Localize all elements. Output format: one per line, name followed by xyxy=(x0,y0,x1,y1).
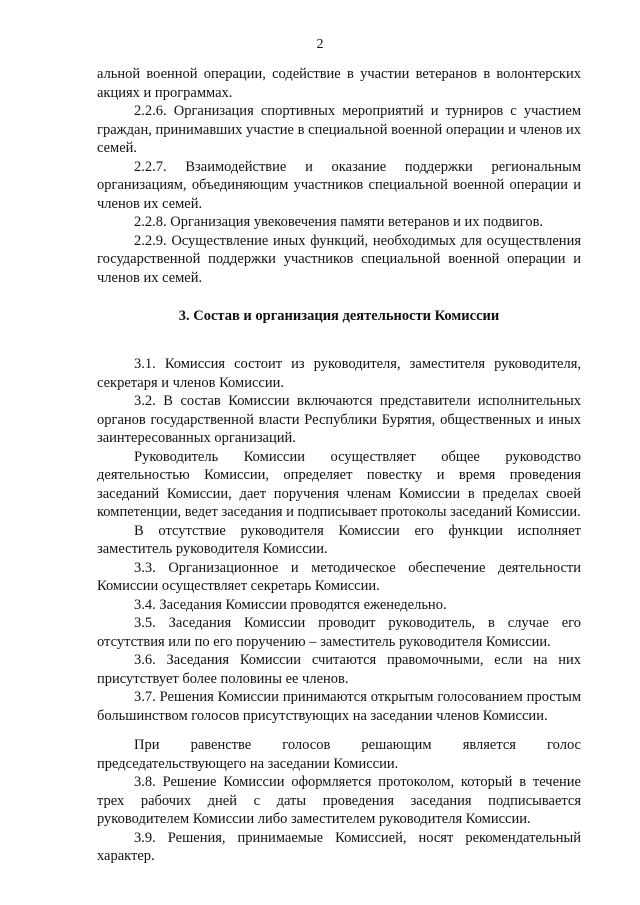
paragraph-3-6: 3.6. Заседания Комиссии считаются правомочными, если на них присутствует более половины ее членов. xyxy=(97,652,581,687)
paragraph-3-3: 3.3. Организационное и методическое обеспечение деятельности Комиссии осуществляет секретарь Комиссии. xyxy=(97,559,581,594)
paragraph-3-2: 3.2. В состав Комиссии включаются представители исполнительных органов государственной власти Республики Бурятия, общественных и иных заинтересованных организаций. xyxy=(97,393,581,446)
paragraph-3-4: 3.4. Заседания Комиссии проводятся еженедельно. xyxy=(134,596,447,613)
paragraph-3-8: 3.8. Решение Комиссии оформляется протоколом, который в течение трех рабочих дней с даты проведения заседания подписывается руководителем Комиссии либо заместителем руководителя Комиссии. xyxy=(97,774,581,827)
paragraph-2-2-8: 2.2.8. Организация увековечения памяти ветеранов и их подвигов. xyxy=(134,214,544,230)
section-heading: 3. Состав и организация деятельности Комиссии xyxy=(178,308,500,324)
paragraph-2-2-9: 2.2.9. Осуществление иных функций, необходимых для осуществления государственной поддержки участников специальной военной операции и членов их семей. xyxy=(97,232,581,286)
paragraph-3-9: 3.9. Решения, принимаемые Комиссией, носят рекомендательный характер. xyxy=(97,829,581,864)
paragraph-head-duties: Руководитель Комиссии осуществляет общее руководство деятельностью Комиссии, определяет повестку и время проведения заседаний Комиссии, дает поручения членам Комиссии в пределах своей компетенции, ведет заседания и подписывает протоколы заседаний Комиссии. xyxy=(97,448,581,520)
page-number: 2 xyxy=(316,37,324,52)
paragraph-deputy: В отсутствие руководителя Комиссии его функции исполняет заместитель руководителя Комиссии. xyxy=(97,522,581,557)
paragraph-3-7: 3.7. Решения Комиссии принимаются открытым голосованием простым большинством голосов присутствующих на заседании членов Комиссии. xyxy=(97,689,581,724)
document-body xyxy=(97,65,581,866)
paragraph-2-2-7: 2.2.7. Взаимодействие и оказание поддержки региональным организациям, объединяющим участников специальной военной операции и членов их семей. xyxy=(97,158,581,212)
paragraph-continuation: альной военной операции, содействие в участии ветеранов в волонтерских акциях и программах. xyxy=(97,66,581,101)
paragraph-2-2-6: 2.2.6. Организация спортивных мероприятий и турниров с участием граждан, принимавших участие в специальной военной операции и членов их семей. xyxy=(97,103,581,156)
paragraph-3-1: 3.1. Комиссия состоит из руководителя, заместителя руководителя, секретаря и членов Комиссии. xyxy=(97,356,581,391)
paragraph-3-5: 3.5. Заседания Комиссии проводит руководитель, в случае его отсутствия или по его поручению – заместитель руководителя Комиссии. xyxy=(97,615,581,650)
paragraph-tie-vote: При равенстве голосов решающим является голос председательствующего на заседании Комиссии. xyxy=(97,737,581,772)
